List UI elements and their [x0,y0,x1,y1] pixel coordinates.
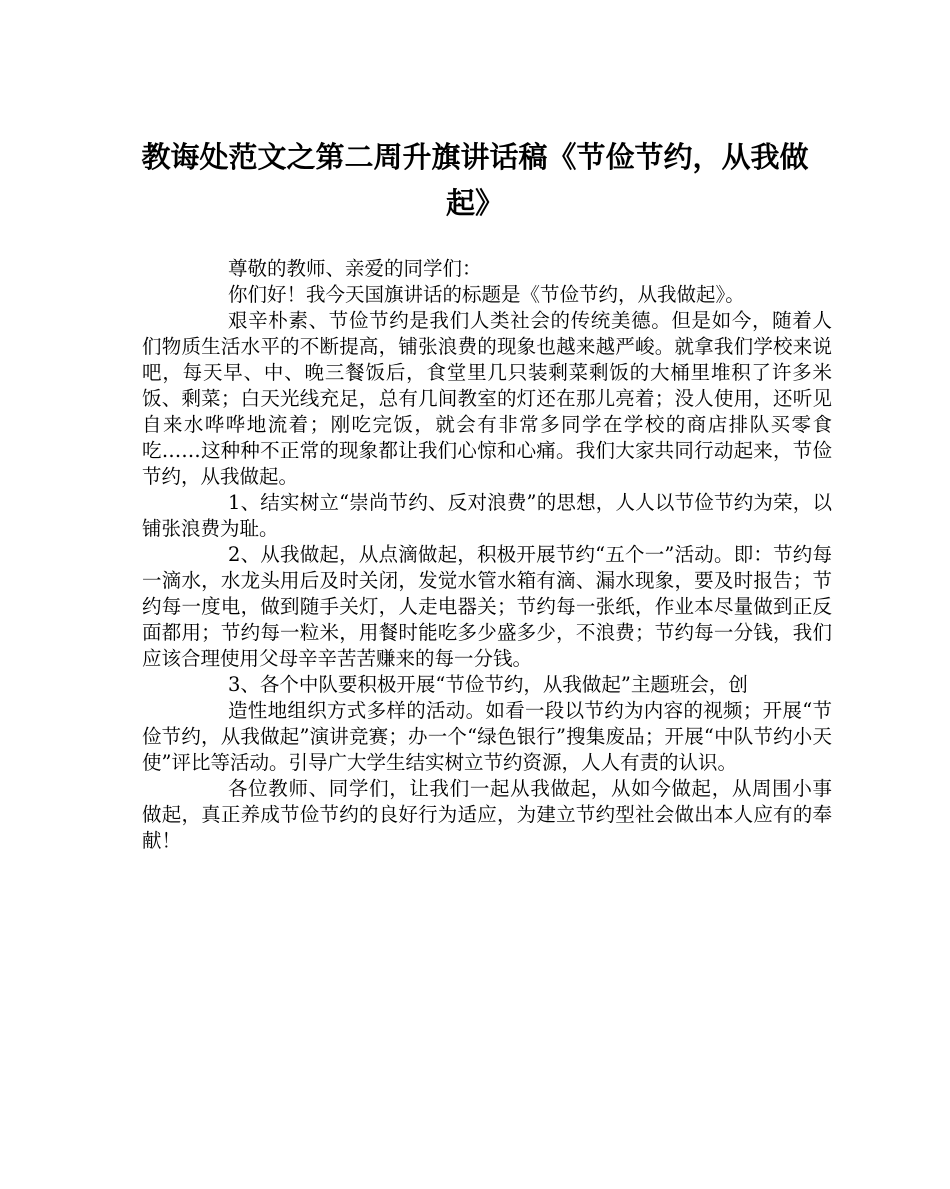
document-body [142,256,832,854]
document-title: 教诲处范文之第二周升旗讲话稿《节俭节约，从我做起》 [141,140,809,220]
point-2-paragraph: 2、从我做起，从点滴做起，积极开展节约“五个一”活动。即：节约每一滴水，水龙头用后及时关闭，发觉水管水箱有滴、漏水现象，要及时报告；节约每一度电，做到随手关灯，人走电器关；节约每一张纸，作业本尽量做到正反面都用；节约每一粒米，用餐时能吃多少盛多少，不浪费；节约每一分钱，我们应该合理使用父母辛辛苦苦赚来的每一分钱。 [142,543,832,670]
greeting-paragraph: 你们好！我今天国旗讲话的标题是《节俭节约，从我做起》。 [228,283,745,306]
point-3-paragraph: 3、各个中队要积极开展“节俭节约，从我做起”主题班会，创 [228,673,748,696]
salutation: 尊敬的教师、亲爱的同学们： [228,257,482,280]
closing-paragraph: 各位教师、同学们，让我们一起从我做起，从如今做起，从周围小事做起，真正养成节俭节约的良好行为适应，为建立节约型社会做出本人应有的奉献！ [142,777,832,852]
point-3-continued-paragraph: 造性地组织方式多样的活动。如看一段以节约为内容的视频；开展“节俭节约，从我做起”演讲竞赛；办一个“绿色银行”搜集废品；开展“中队节约小天使”评比等活动。引导广大学生结实树立节约资源，人人有责的认识。 [142,699,832,774]
intro-paragraph: 艰辛朴素、节俭节约是我们人类社会的传统美德。但是如今，随着人们物质生活水平的不断提高，铺张浪费的现象也越来越严峻。就拿我们学校来说吧，每天早、中、晚三餐饭后，食堂里几只装剩菜剩饭的大桶里堆积了许多米饭、剩菜；白天光线充足，总有几间教室的灯还在那儿亮着；没人使用，还听见自来水哗哗地流着；刚吃完饭，就会有非常多同学在学校的商店排队买零食吃……这种种不正常的现象都让我们心惊和心痛。我们大家共同行动起来，节俭节约，从我做起。 [142,309,832,488]
point-1-paragraph: 1、结实树立“崇尚节约、反对浪费”的思想，人人以节俭节约为荣，以铺张浪费为耻。 [142,491,832,540]
